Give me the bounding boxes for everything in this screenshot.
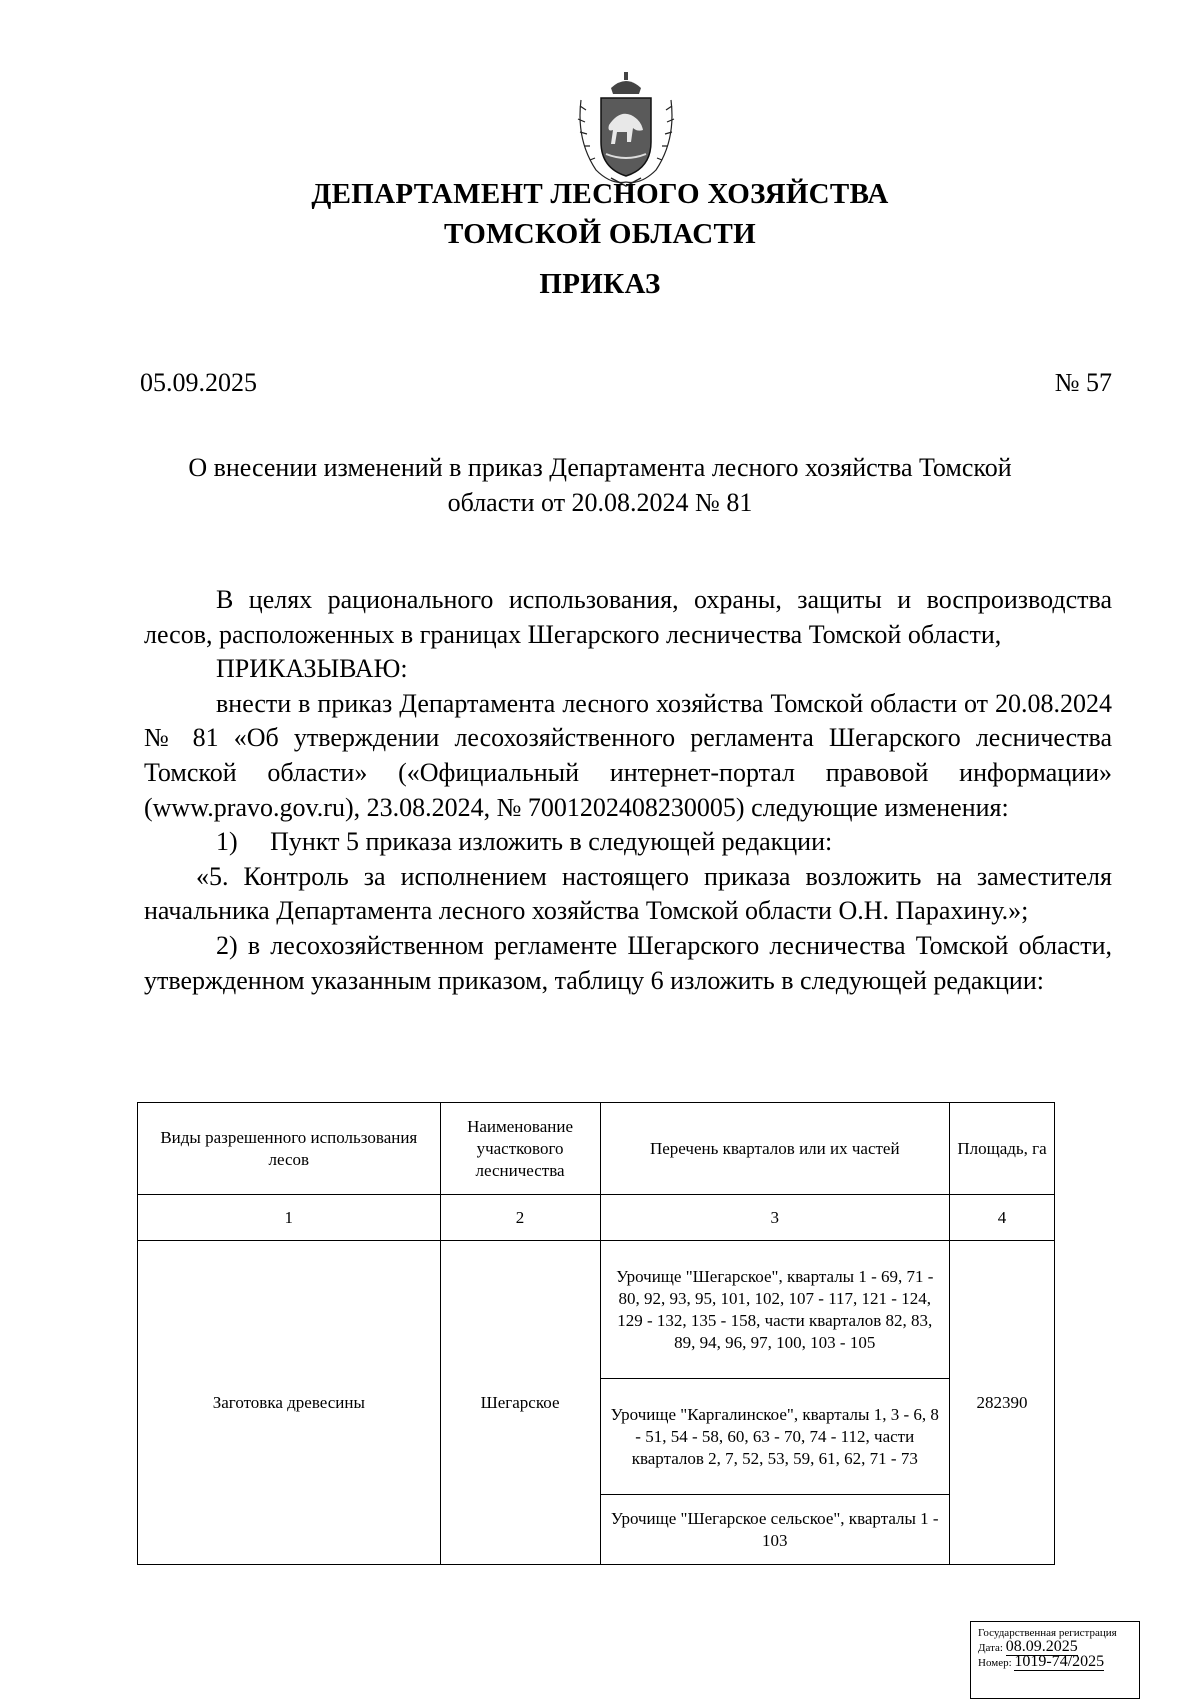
column-number-cell: 2 [440, 1195, 600, 1241]
registration-date-value: 08.09.2025 [1005, 1638, 1078, 1655]
registration-title: Государственная регистрация [978, 1627, 1117, 1639]
subject-line-2: области от 20.08.2024 № 81 [447, 488, 753, 517]
item-5-text-paragraph: «5. Контроль за исполнением настоящего приказа возложить на заместителя начальника Департамента лесного хозяйства Томской области О.Н. Парахину.»; [144, 861, 1112, 926]
amendment-paragraph: внести в приказ Департамента лесного хозяйства Томской области от 20.08.2024 № 81 «Об утверждении лесохозяйственного регламента Шегарского лесничества Томской области» («Официальный интернет-портал правовой информации» (www.pravo.gov.ru), 23.08.2024, № 7001202408230005) следующие изменения: [144, 688, 1112, 822]
column-number-cell: 4 [950, 1195, 1055, 1241]
column-number-cell: 3 [600, 1195, 950, 1241]
organization-title [0, 174, 1200, 254]
header-cell-area: Площадь, га [950, 1103, 1055, 1195]
header-cell-quarters: Перечень кварталов или их частей [600, 1103, 950, 1195]
org-line-2: ТОМСКОЙ ОБЛАСТИ [444, 218, 756, 250]
quarters-cell: Урочище "Каргалинское", кварталы 1, 3 - 6, 8 - 51, 54 - 58, 60, 63 - 70, 74 - 112, части кварталов 2, 7, 52, 53, 59, 61, 62, 71 - 73 [600, 1379, 950, 1495]
coat-of-arms-emblem [571, 70, 681, 190]
registration-number-value: 1019-74/2025 [1014, 1653, 1105, 1670]
order-subject [0, 450, 1200, 520]
document-type: ПРИКАЗ [539, 268, 661, 300]
item-1-paragraph: 1) Пункт 5 приказа изложить в следующей редакции: [216, 827, 833, 857]
preamble-paragraph: В целях рационального использования, охраны, защиты и воспроизводства лесов, расположенных в границах Шегарского лесничества Томской области, [144, 585, 1112, 649]
registration-number-label: Номер: [978, 1657, 1012, 1669]
quarters-cell: Урочище "Шегарское сельское", кварталы 1 - 103 [600, 1495, 950, 1565]
forestry-cell: Шегарское [440, 1241, 600, 1565]
order-date: 05.09.2025 [140, 368, 257, 397]
column-number-cell: 1 [138, 1195, 441, 1241]
table-column-numbers-row [138, 1195, 1055, 1241]
order-body [144, 583, 1112, 998]
registration-date-label: Дата: [978, 1642, 1003, 1654]
quarters-cell: Урочище "Шегарское", кварталы 1 - 69, 71 - 80, 92, 93, 95, 101, 102, 107 - 117, 121 - 124, 129 - 132, 135 - 158, части кварталов 82, 83, 89, 94, 96, 97, 100, 103 - 105 [600, 1241, 950, 1379]
order-directive: ПРИКАЗЫВАЮ: [216, 654, 408, 684]
use-type-cell: Заготовка древесины [138, 1241, 441, 1565]
org-line-1: ДЕПАРТАМЕНТ ЛЕСНОГО ХОЗЯЙСТВА [311, 178, 889, 210]
area-cell: 282390 [950, 1241, 1055, 1565]
registration-stamp [970, 1621, 1140, 1699]
table-6 [137, 1102, 1055, 1565]
table-row [138, 1241, 1055, 1379]
item-2-paragraph: 2) в лесохозяйственном регламенте Шегарского лесничества Томской области, утвержденном указанным приказом, таблицу 6 изложить в следующей редакции: [144, 930, 1112, 995]
subject-line-1: О внесении изменений в приказ Департамента лесного хозяйства Томской [188, 453, 1012, 482]
header-cell-forestry: Наименование участкового лесничества [440, 1103, 600, 1195]
header-cell-use: Виды разрешенного использования лесов [138, 1103, 441, 1195]
order-number: № 57 [1054, 368, 1112, 397]
table-header-row [138, 1103, 1055, 1195]
